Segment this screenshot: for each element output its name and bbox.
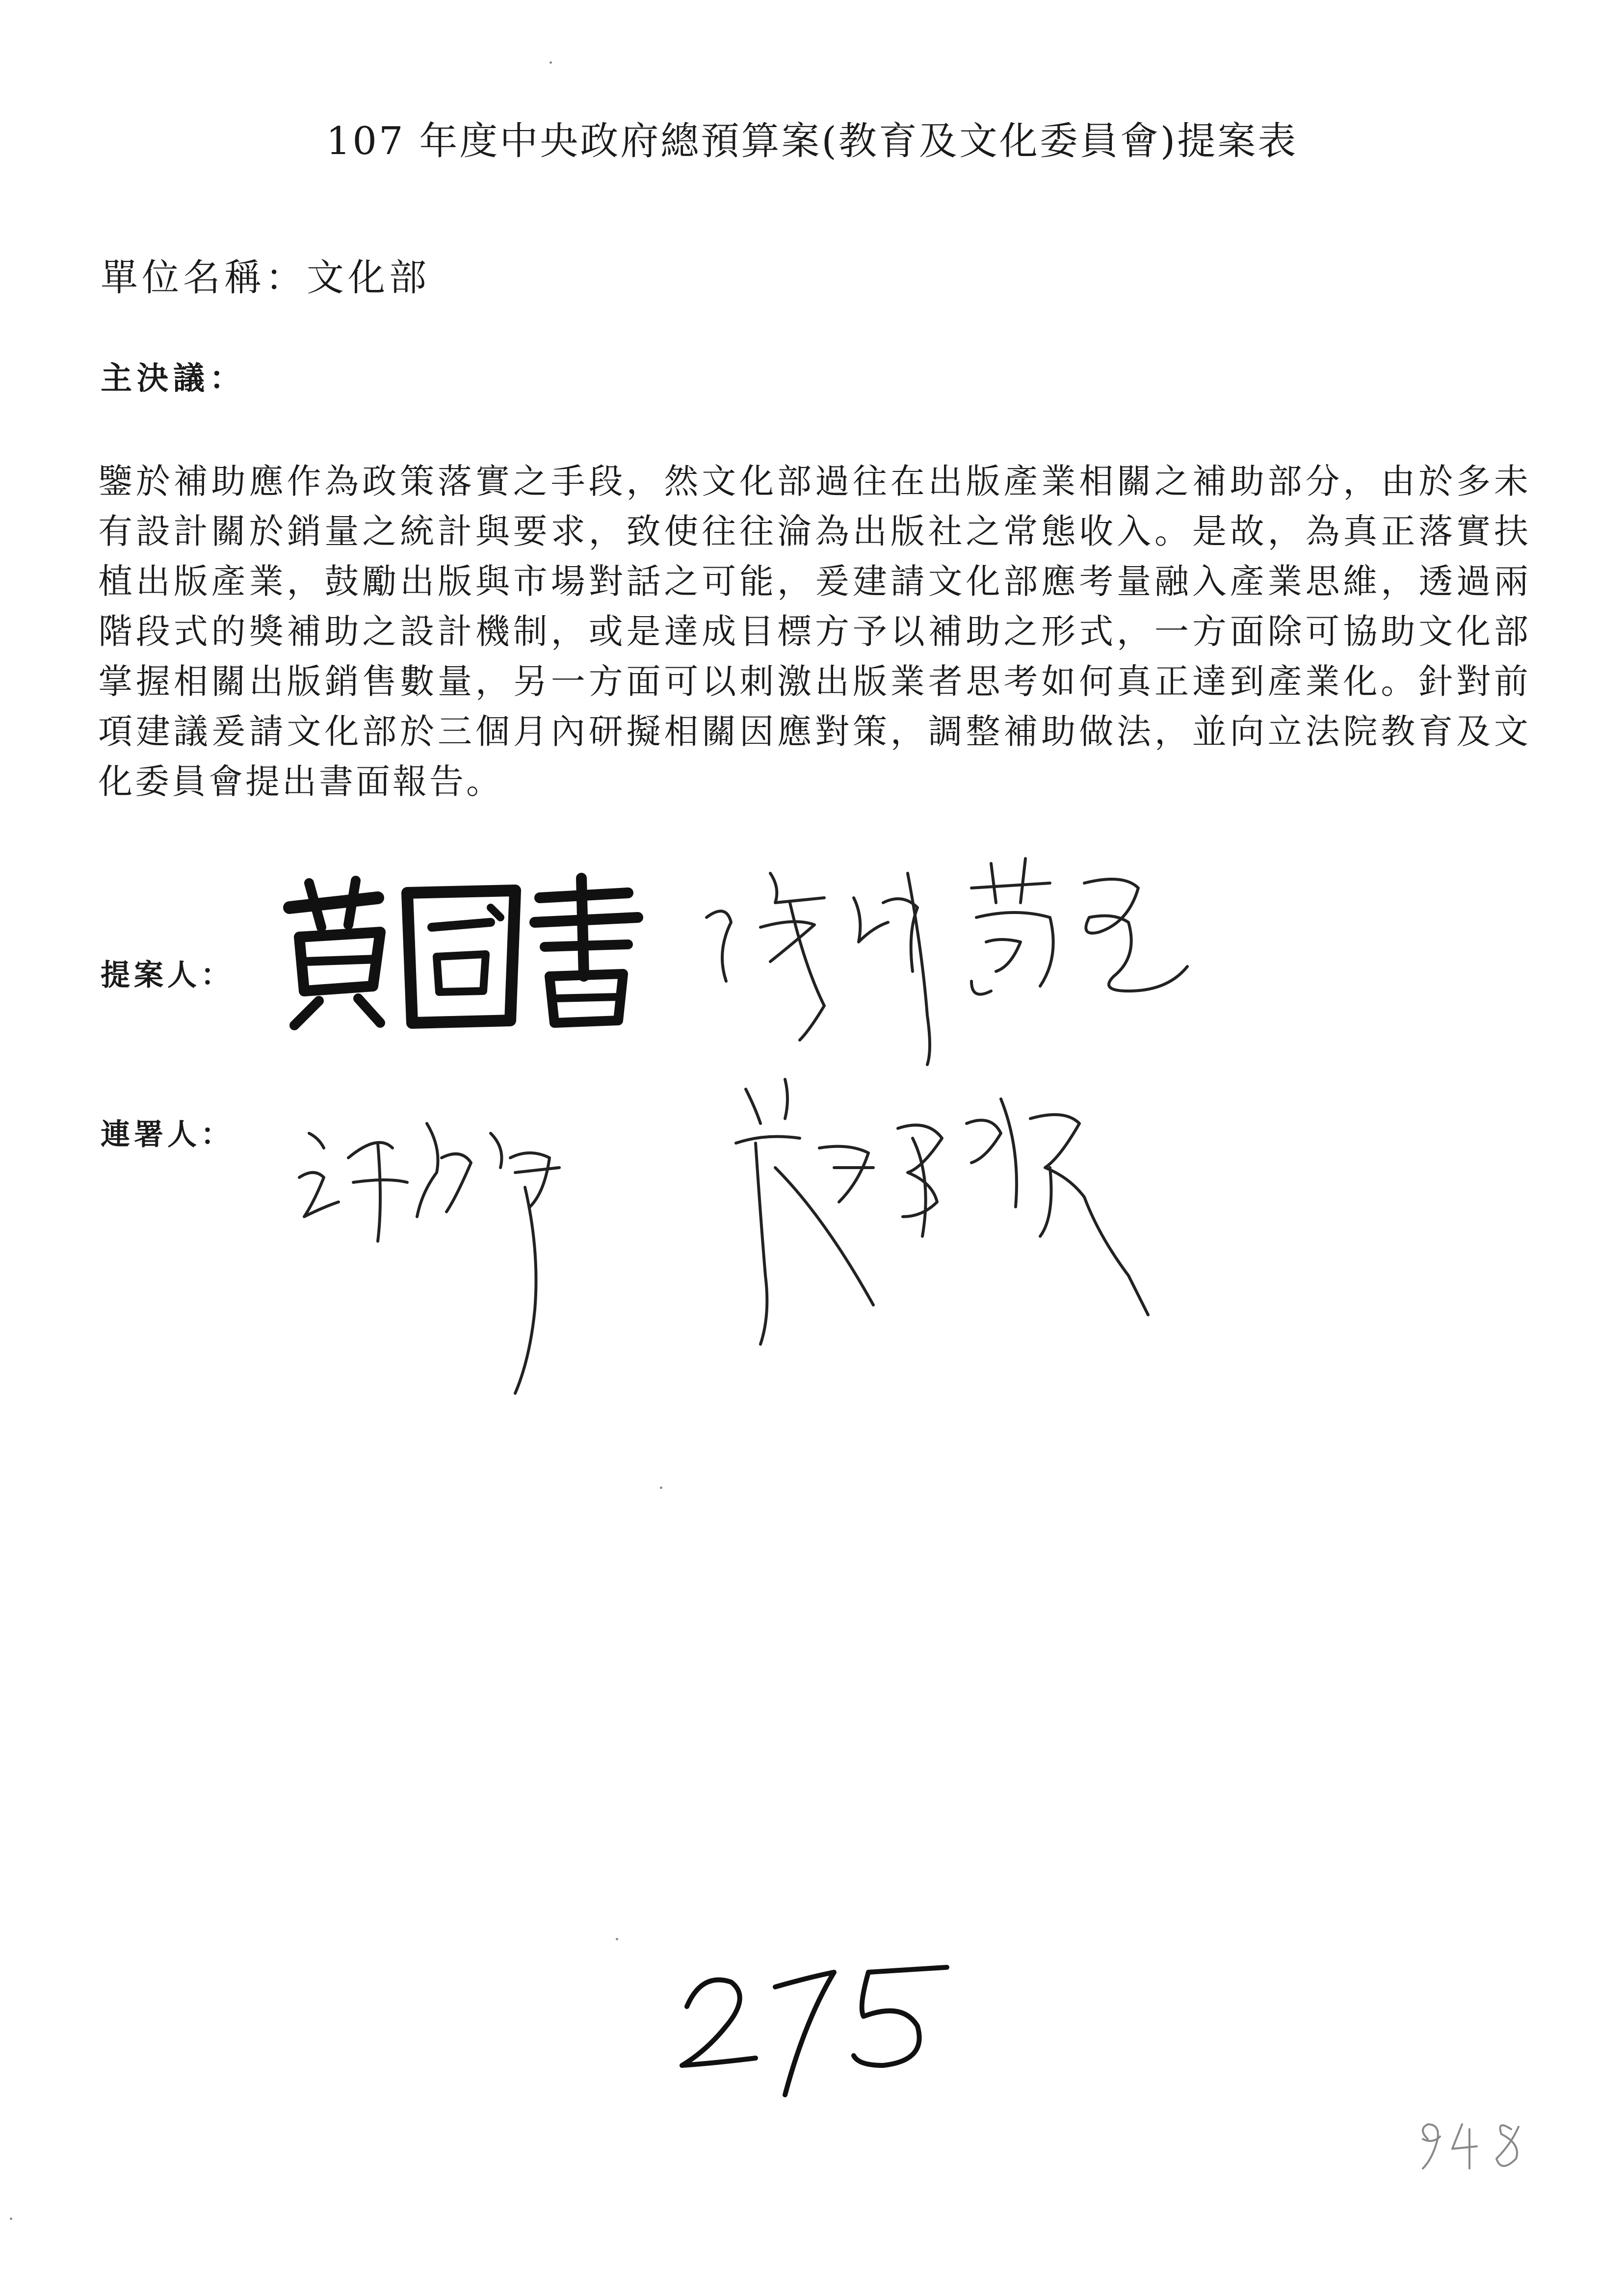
cosigner-signature-2 xyxy=(726,1070,1168,1364)
handwritten-page-number xyxy=(672,1943,976,2102)
cosigner-label: 連署人： xyxy=(101,1118,234,1152)
proposer-signature-2 xyxy=(697,844,1212,1070)
proposer-label: 提案人： xyxy=(101,958,234,992)
main-resolution-label: 主決議： xyxy=(101,361,246,397)
document-title: 107 年度中央政府總預算案(教育及文化委員會)提案表 xyxy=(326,119,1298,163)
resolution-body-text: 鑒於補助應作為政策落實之手段，然文化部過往在出版產業相關之補助部分，由於多未有設計關於銷量之統計與要求，致使往往淪為出版社之常態收入。是故，為真正落實扶植出版產業，鼓勵出版與市場對話之可能，爰建請文化部應考量融入產業思維，透過兩階段式的獎補助之設計機制，或是達成目標方予以補助之形式，一方面除可協助文化部掌握相關出版銷售數量，另一方面可以刺激出版業者思考如何真正達到產業化。針對前項建議爰請文化部於三個月內研擬相關因應對策，調整補助做法，並向立法院教育及文化委員會提出書面報告。 xyxy=(98,461,1531,802)
cosigner-signature-1 xyxy=(294,1104,599,1398)
scan-speck xyxy=(616,1938,618,1940)
proposer-signature-1 xyxy=(275,863,648,1040)
scan-speck xyxy=(550,61,552,64)
unit-name-line: 單位名稱：文化部 xyxy=(101,256,430,299)
scan-speck xyxy=(660,1487,662,1489)
scan-speck xyxy=(10,2218,12,2220)
handwritten-corner-number xyxy=(1413,2110,1541,2180)
